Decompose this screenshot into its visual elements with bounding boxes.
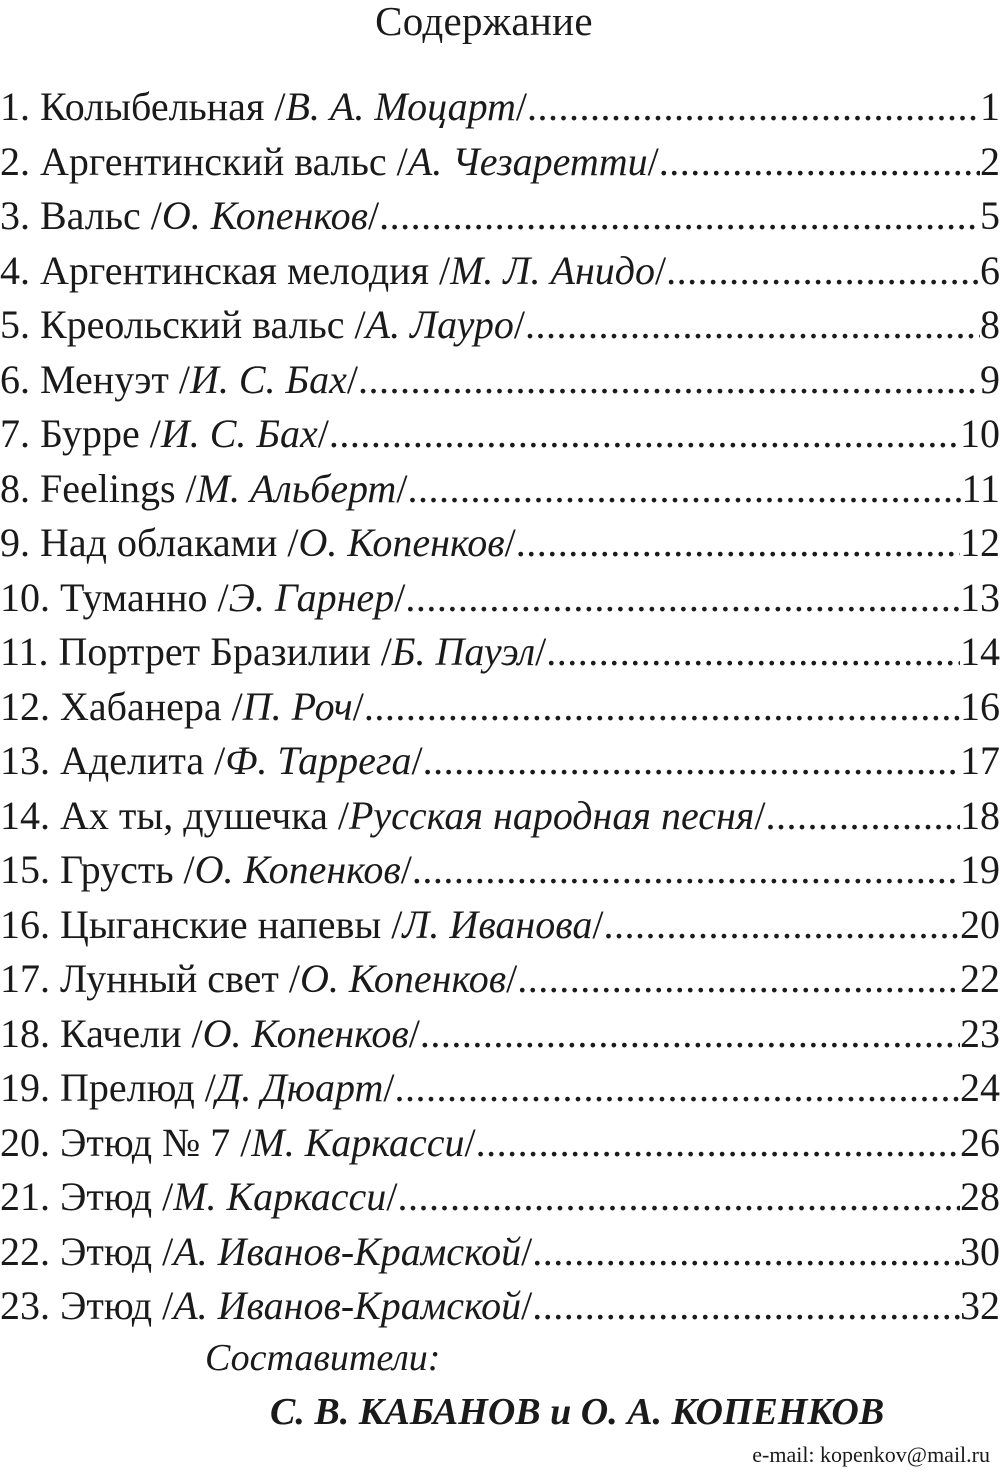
toc-entry (0, 135, 1000, 190)
dot-leader (603, 898, 960, 952)
toc-entry-author: А. Иванов-Крамской (173, 1228, 522, 1274)
page-title: Содержание (375, 0, 593, 44)
toc-entry-title: 2. Аргентинский вальс /А. Чезаретти/ (0, 138, 659, 184)
toc-entry-author: А. Лауро (365, 302, 514, 347)
toc-entry (0, 734, 1000, 789)
toc-entry-author: И. С. Бах (189, 356, 347, 402)
toc-entry-title: 11. Портрет Бразилии /Б. Пауэл/ (0, 629, 547, 674)
toc-entry-page: 14 (960, 629, 1000, 674)
toc-entry-title: 10. Туманно /Э. Гарнер/ (0, 574, 406, 620)
toc-entry-page: 24 (960, 1065, 1000, 1110)
contact-email: e-mail: kopenkov@mail.ru (752, 1442, 990, 1467)
toc-entry-title: 1. Колыбельная /В. А. Моцарт/ (0, 84, 528, 129)
toc-entry-author: О. Копенков (298, 520, 505, 565)
toc-entry-author: О. Копенков (194, 847, 401, 892)
toc-entry (0, 952, 1000, 1007)
toc-entry-page: 18 (960, 792, 1000, 838)
compilers-label: Составители: (205, 1337, 441, 1379)
toc-entry-page: 10 (960, 411, 1000, 456)
toc-entry-page: 23 (960, 1010, 1000, 1056)
toc-entry-title: 5. Креольский вальс /А. Лауро/ (0, 302, 526, 347)
toc-entry (0, 1279, 1000, 1334)
toc-entry-page: 17 (960, 738, 1000, 783)
toc-entry-page: 5 (980, 193, 1000, 238)
toc-entry-title: 7. Бурре /И. С. Бах/ (0, 411, 329, 456)
toc-entry (0, 407, 1000, 462)
toc-entry-author: И. С. Бах (160, 411, 318, 456)
dot-leader (525, 298, 980, 352)
toc-entry-page: 1 (980, 84, 1000, 129)
dot-leader (358, 353, 980, 407)
dot-leader (546, 625, 960, 679)
toc-entry-author: А. Чезаретти (407, 138, 648, 184)
toc-entry-author: В. А. Моцарт (285, 84, 516, 129)
toc-entry-author: Русская народная песня (348, 792, 755, 838)
toc-entry (0, 189, 1000, 244)
toc-entry-page: 32 (960, 1283, 1000, 1328)
toc-entry-author: Л. Иванова (402, 901, 593, 947)
toc-entry-title: 19. Прелюд /Д. Дюарт/ (0, 1065, 395, 1110)
toc-entry-author: М. Каркасси (251, 1119, 465, 1165)
toc-entry-author: М. Альберт (196, 465, 397, 511)
dot-leader (407, 462, 961, 516)
toc-entry-title: 12. Хабанера /П. Роч/ (0, 683, 364, 729)
toc-entry-author: О. Копенков (161, 193, 368, 238)
toc-entry-page: 8 (980, 302, 1000, 347)
dot-leader (666, 244, 980, 298)
toc-entry-page: 13 (960, 574, 1000, 620)
toc-entry-author: О. Копенков (202, 1010, 409, 1056)
dot-leader (420, 1007, 960, 1061)
dot-leader (423, 734, 960, 788)
toc-entry (0, 789, 1000, 844)
toc-entry (0, 80, 1000, 135)
dot-leader (379, 189, 980, 243)
toc-entry (0, 1007, 1000, 1062)
dot-leader (659, 135, 980, 189)
toc-entry-author: М. Л. Анидо (450, 247, 656, 293)
toc-entry-title: 15. Грусть /О. Копенков/ (0, 847, 412, 892)
toc-entry-title: 8. Feelings /М. Альберт/ (0, 465, 408, 511)
toc-entry-page: 16 (960, 683, 1000, 729)
toc-entry-author: М. Каркасси (173, 1174, 387, 1219)
toc-entry (0, 1061, 1000, 1116)
toc-entry-page: 12 (960, 520, 1000, 565)
toc-entry (0, 516, 1000, 571)
toc-entry-page: 20 (960, 901, 1000, 947)
dot-leader (527, 80, 980, 134)
toc-entry-title: 9. Над облаками /О. Копенков/ (0, 520, 516, 565)
toc-entry-page: 9 (980, 356, 1000, 402)
toc-entry (0, 1170, 1000, 1225)
toc-entry (0, 843, 1000, 898)
toc-entry-author: Д. Дюарт (215, 1065, 384, 1110)
toc-entry-title: 22. Этюд /А. Иванов-Крамской/ (0, 1228, 533, 1274)
toc-entry-title: 13. Аделита /Ф. Таррега/ (0, 738, 423, 783)
toc-entry-title: 16. Цыганские напевы /Л. Иванова/ (0, 901, 604, 947)
toc-entry-page: 28 (960, 1174, 1000, 1219)
toc-entry (0, 898, 1000, 953)
toc-list (0, 80, 1000, 1334)
toc-entry-page: 26 (960, 1119, 1000, 1165)
toc-entry-page: 2 (980, 138, 1000, 184)
dot-leader (395, 1061, 960, 1115)
toc-entry-page: 6 (980, 247, 1000, 293)
dot-leader (405, 571, 960, 625)
toc-entry-author: Б. Пауэл (391, 629, 536, 674)
dot-leader (517, 952, 960, 1006)
toc-entry (0, 680, 1000, 735)
toc-entry-author: П. Роч (242, 683, 353, 729)
toc-entry (0, 1225, 1000, 1280)
dot-leader (397, 1170, 960, 1224)
toc-entry-page: 19 (960, 847, 1000, 892)
toc-entry (0, 1116, 1000, 1171)
toc-entry (0, 353, 1000, 408)
toc-entry-title: 14. Ах ты, душечка /Русская народная песня/ (0, 792, 766, 838)
toc-entry-title: 3. Вальс /О. Копенков/ (0, 193, 380, 238)
toc-entry-title: 23. Этюд /А. Иванов-Крамской/ (0, 1283, 533, 1328)
toc-entry-author: Э. Гарнер (228, 574, 395, 620)
toc-entry-page: 22 (960, 956, 1000, 1001)
toc-entry-title: 4. Аргентинская мелодия /М. Л. Анидо/ (0, 247, 667, 293)
toc-entry (0, 298, 1000, 353)
dot-leader (532, 1225, 960, 1279)
toc-entry-author: А. Иванов-Крамской (173, 1283, 522, 1328)
dot-leader (412, 843, 960, 897)
dot-leader (329, 407, 960, 461)
toc-entry-author: О. Копенков (299, 956, 507, 1001)
dot-leader (364, 680, 960, 734)
toc-entry (0, 571, 1000, 626)
toc-entry-page: 30 (960, 1228, 1000, 1274)
dot-leader (532, 1279, 960, 1333)
dot-leader (766, 789, 960, 843)
toc-entry-author: Ф. Таррега (225, 738, 412, 783)
toc-entry-title: 6. Менуэт /И. С. Бах/ (0, 356, 359, 402)
toc-entry-title: 20. Этюд № 7 /М. Каркасси/ (0, 1119, 476, 1165)
dot-leader (476, 1116, 960, 1170)
toc-entry (0, 244, 1000, 299)
compilers-names: С. В. КАБАНОВ и О. А. КОПЕНКОВ (270, 1391, 885, 1433)
toc-entry (0, 625, 1000, 680)
toc-entry (0, 462, 1000, 517)
toc-entry-title: 17. Лунный свет /О. Копенков/ (0, 956, 518, 1001)
toc-entry-title: 18. Качели /О. Копенков/ (0, 1010, 420, 1056)
toc-entry-title: 21. Этюд /М. Каркасси/ (0, 1174, 398, 1219)
dot-leader (516, 516, 960, 570)
toc-entry-page: 11 (961, 465, 1000, 511)
